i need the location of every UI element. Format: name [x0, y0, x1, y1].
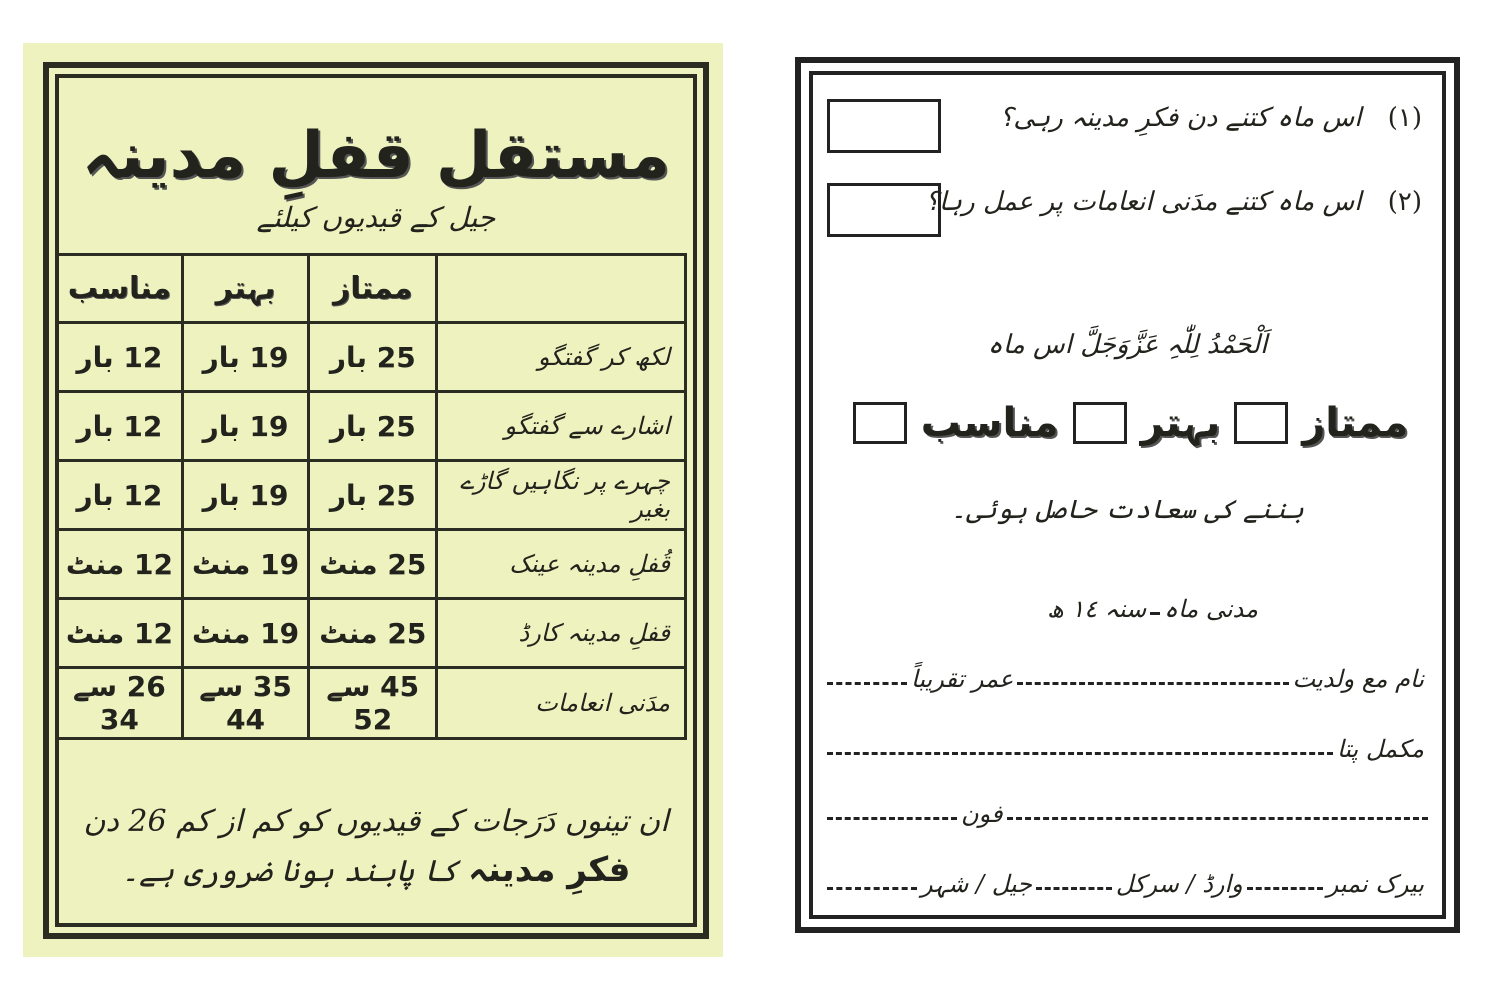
cell-munasib: 12 منٹ	[57, 530, 183, 599]
phone-input-left[interactable]	[827, 817, 957, 820]
cell-munasib: 12 بار	[57, 323, 183, 392]
cell-behtar: 19 بار	[182, 323, 309, 392]
question-number: (١)	[1387, 103, 1422, 133]
address-input[interactable]	[827, 752, 1333, 755]
checkbox-munasib[interactable]	[853, 402, 907, 444]
row-label: قفلِ مدینہ کارڈ	[437, 599, 686, 668]
age-input[interactable]	[827, 682, 907, 685]
question-text: اس ماہ کتنے دن فکرِ مدینہ رہی؟	[999, 103, 1362, 133]
table-row	[57, 599, 686, 668]
table-header-row	[57, 255, 686, 323]
grade-checkboxes	[813, 400, 1442, 446]
right-card-report-form	[795, 57, 1478, 933]
question-number: (٢)	[1387, 187, 1422, 217]
grade-label-munasib: مناسب	[920, 400, 1059, 446]
phone-input-right[interactable]	[1007, 817, 1429, 820]
footer-line-2	[59, 846, 693, 896]
header-mumtaz: ممتاز	[309, 255, 437, 323]
header-behtar: بہتر	[182, 255, 309, 323]
cell-behtar: 19 منٹ	[182, 530, 309, 599]
row-label: اشارے سے گفتگو	[437, 392, 686, 461]
inner-border	[55, 74, 697, 927]
cell-munasib: 12 بار	[57, 392, 183, 461]
address-row	[827, 735, 1428, 763]
grades-table	[55, 253, 687, 740]
barrack-input[interactable]	[1247, 887, 1323, 890]
cell-behtar: 35 سے 44	[182, 668, 309, 739]
table-row	[57, 530, 686, 599]
phone-label: فون	[961, 800, 1003, 828]
inner-border	[809, 71, 1446, 919]
card-title: مستقل قفلِ مدینہ	[82, 119, 670, 193]
question-1	[1000, 103, 1422, 133]
jail-city-label: جیل / شہر	[920, 870, 1032, 898]
footer-bold-phrase: فکرِ مدینہ	[468, 850, 631, 890]
answer-box-2[interactable]	[827, 183, 941, 237]
grade-label-behtar: بہتر	[1140, 400, 1221, 446]
table-row	[57, 323, 686, 392]
address-label: مکمل پتا	[1336, 735, 1424, 763]
name-input[interactable]	[1017, 682, 1288, 685]
madani-month-label: مدنی ماہ	[1164, 595, 1258, 623]
praise-text: اَلْحَمْدُ لِلّٰہِ عَزَّوَجَلَّ اس ماہ	[987, 330, 1268, 360]
answer-box-1[interactable]	[827, 99, 941, 153]
row-label: قُفلِ مدینہ عینک	[437, 530, 686, 599]
table-row	[57, 668, 686, 739]
checkbox-mumtaz[interactable]	[1234, 402, 1288, 444]
madani-month-input[interactable]	[1150, 612, 1160, 615]
cell-behtar: 19 بار	[182, 461, 309, 530]
checkbox-behtar[interactable]	[1073, 402, 1127, 444]
name-age-row	[827, 665, 1428, 693]
table-row	[57, 461, 686, 530]
footer-line-1: ان تینوں دَرَجات کے قیدیوں کو کم از کم 26 دن	[83, 804, 669, 839]
madani-month-row	[1043, 595, 1262, 623]
year-suffix-label: سنہ ١٤ ھ	[1047, 595, 1147, 623]
ward-input[interactable]	[1036, 887, 1112, 890]
ward-label: وارڈ / سرکل	[1115, 870, 1243, 898]
footer-note	[59, 798, 693, 896]
cell-munasib: 12 منٹ	[57, 599, 183, 668]
blessing-text: بننے کی سعادت حاصل ہوئی۔	[951, 495, 1304, 525]
cell-mumtaz: 45 سے 52	[309, 668, 437, 739]
cell-mumtaz: 25 منٹ	[309, 530, 437, 599]
name-label: نام مع ولدیت	[1292, 665, 1424, 693]
age-label: عمر تقریباً	[911, 665, 1014, 693]
jail-city-input[interactable]	[827, 887, 917, 890]
cell-mumtaz: 25 منٹ	[309, 599, 437, 668]
cell-behtar: 19 منٹ	[182, 599, 309, 668]
cell-mumtaz: 25 بار	[309, 461, 437, 530]
outer-border	[795, 57, 1460, 933]
cell-munasib: 12 بار	[57, 461, 183, 530]
card-subtitle: جیل کے قیدیوں کیلئے	[256, 201, 496, 234]
row-label: مدَنی انعامات	[437, 668, 686, 739]
barrack-label: بیرک نمبر	[1326, 870, 1424, 898]
row-label: چہرے پر نگاہیں گاڑے بغیر	[437, 461, 686, 530]
question-2	[925, 187, 1422, 217]
question-text: اس ماہ کتنے مدَنی انعامات پر عمل رہا؟	[925, 187, 1362, 217]
phone-row	[827, 800, 1428, 828]
cell-behtar: 19 بار	[182, 392, 309, 461]
outer-border	[43, 62, 709, 939]
left-card-mustaqil-qufl-e-madina	[23, 43, 723, 957]
header-empty	[437, 255, 686, 323]
cell-mumtaz: 25 بار	[309, 323, 437, 392]
table-row	[57, 392, 686, 461]
footer-line-2-text: کا پابند ہونا ضروری ہے۔	[121, 854, 459, 889]
row-label: لکھ کر گفتگو	[437, 323, 686, 392]
cell-munasib: 26 سے 34	[57, 668, 183, 739]
header-munasib: مناسب	[57, 255, 183, 323]
barrack-ward-jail-row	[827, 870, 1428, 898]
cell-mumtaz: 25 بار	[309, 392, 437, 461]
grade-label-mumtaz: ممتاز	[1302, 400, 1409, 446]
